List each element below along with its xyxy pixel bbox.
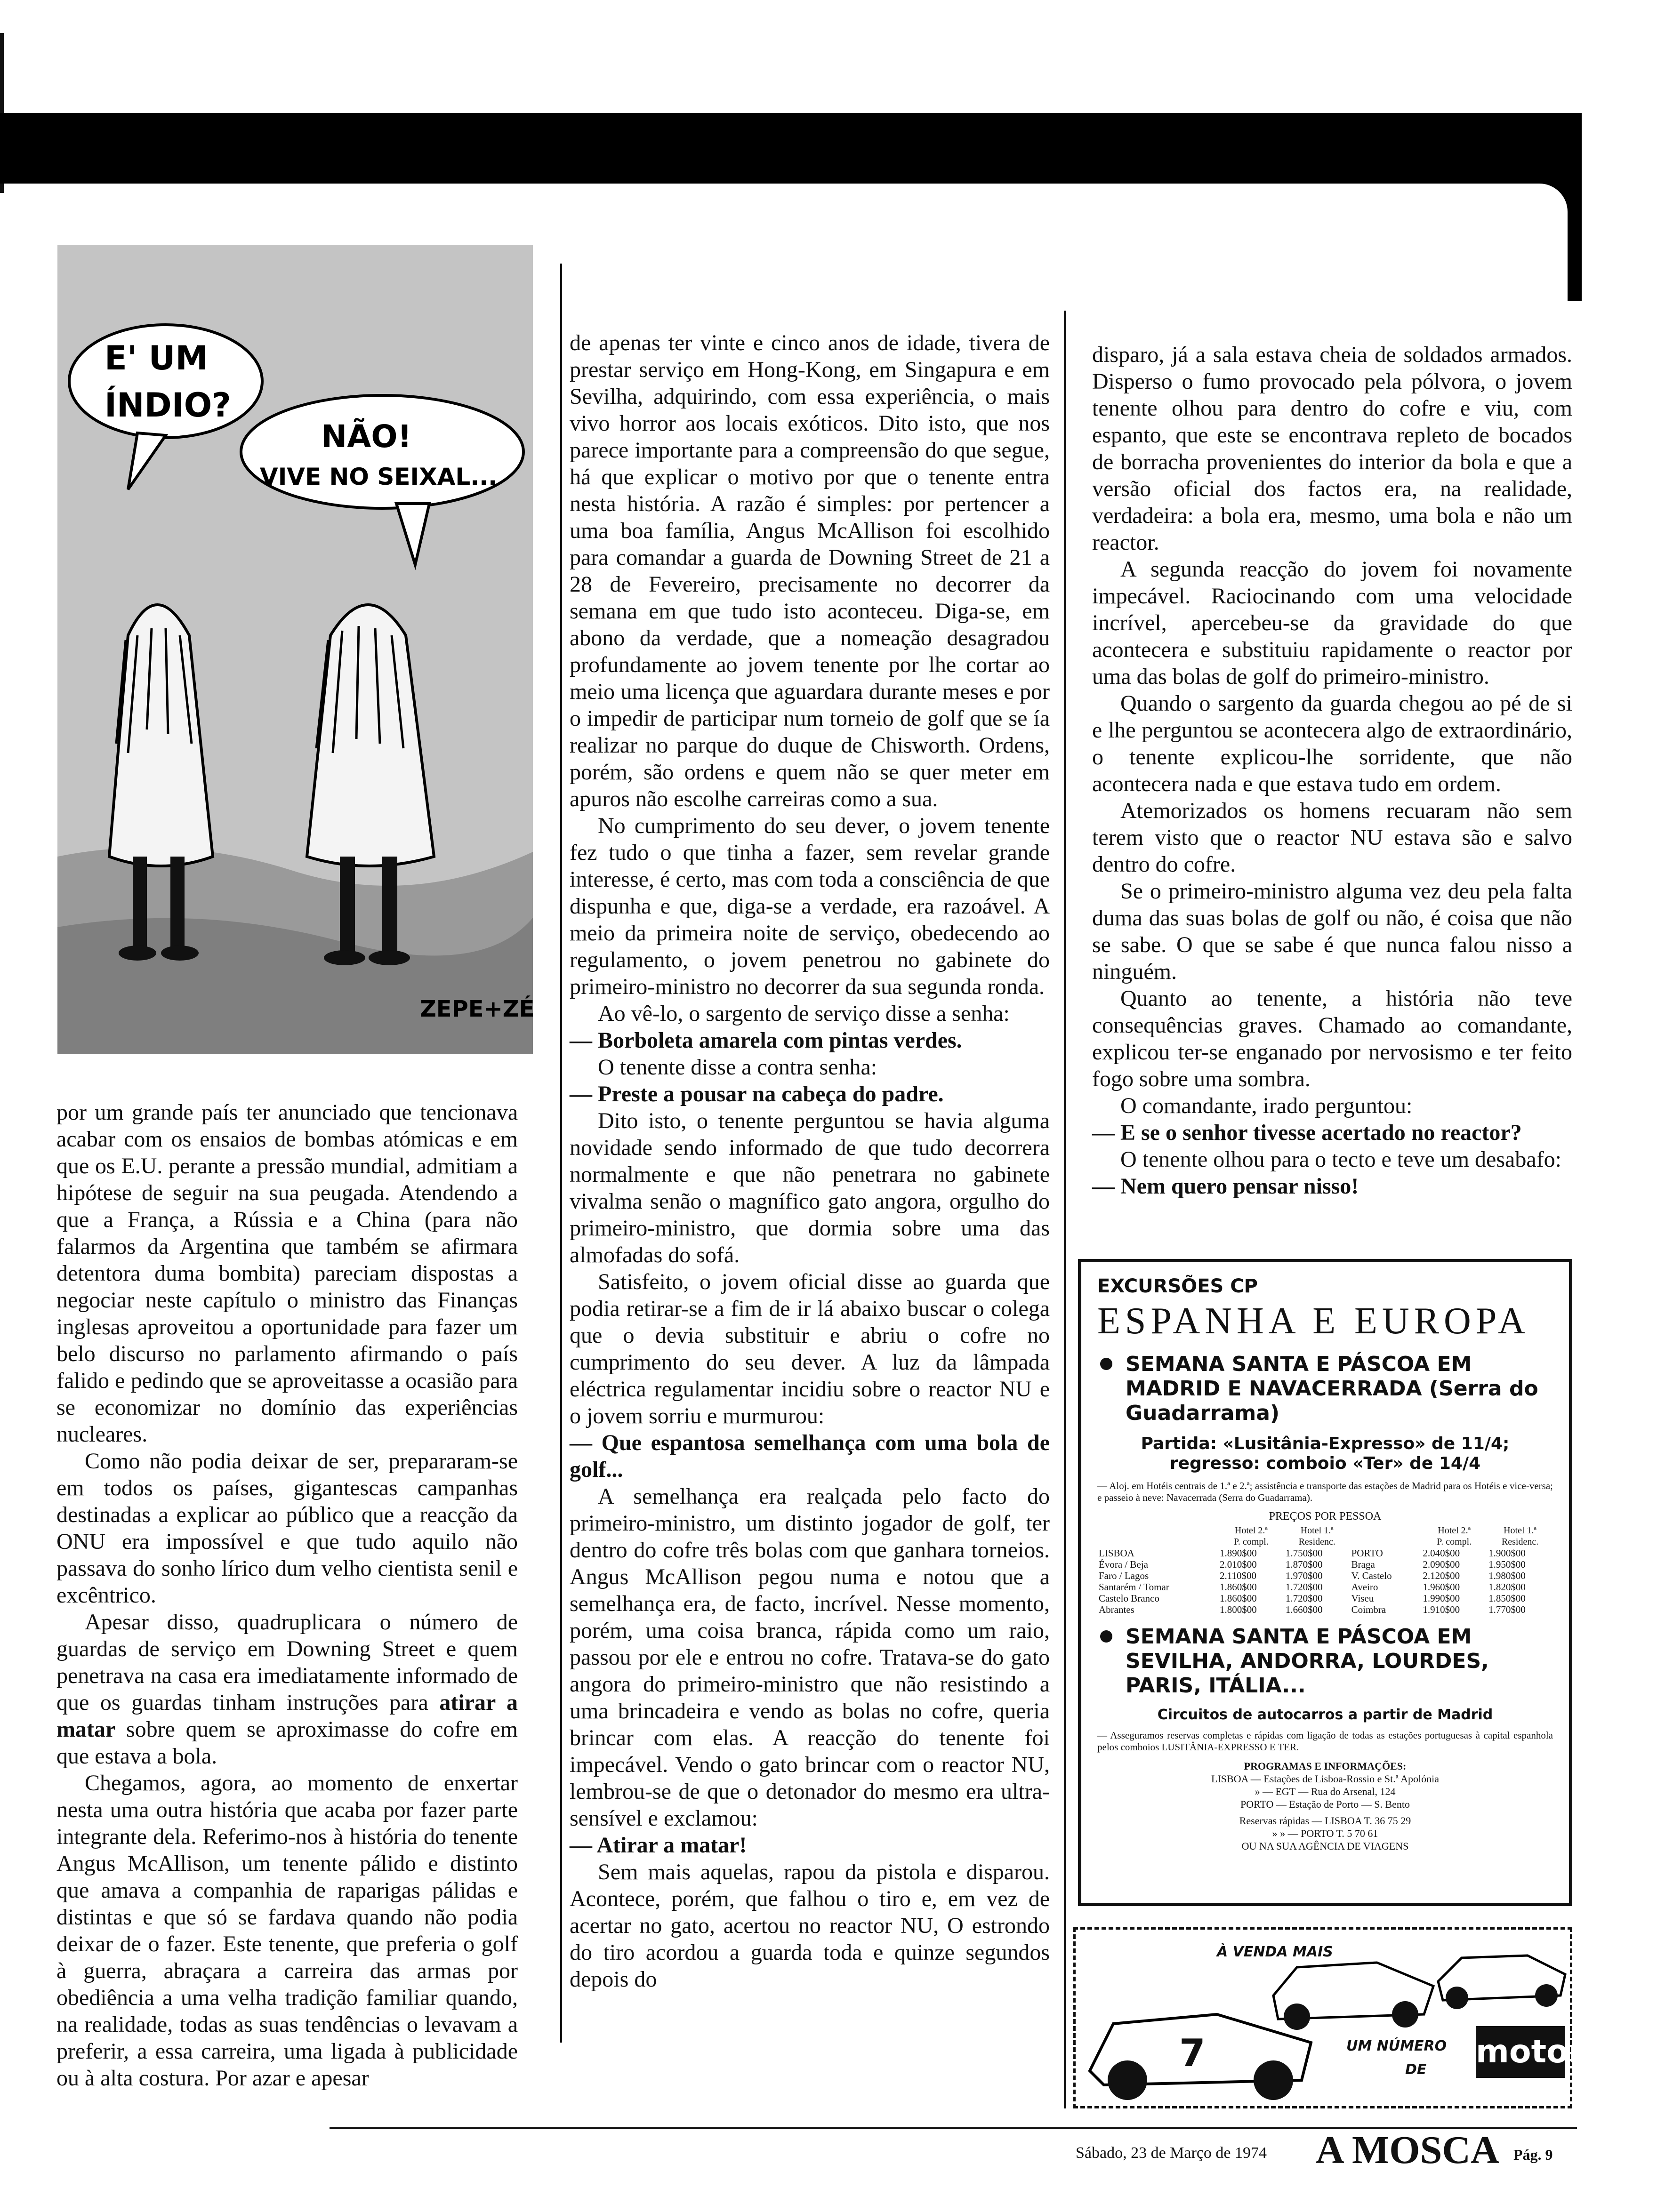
ad-offer-1: SEMANA SANTA E PÁSCOA EM MADRID E NAVACERRADA (Serra do Guadarrama) — [1097, 1352, 1553, 1426]
motor-magazine-ad — [1073, 1927, 1585, 2108]
issue-date: Sábado, 23 de Março de 1974 — [1076, 2144, 1267, 2162]
column-rule-1 — [560, 264, 562, 2043]
paragraph: disparo, já a sala estava cheia de soldados armados. Disperso o fumo provocado pela pólvora, o jovem tenente olhou para dentro do cofre e viu, com espanto, que este se encontrava repleto de bocados de borracha provenientes do interior da bola e que a versão oficial dos factos era, na realidade, verdadeira: a bola era, mesmo, uma bola e não um reactor. — [1092, 342, 1572, 555]
publication-title: A MOSCA — [1316, 2128, 1499, 2172]
motor-line-3: DE — [1405, 2061, 1427, 2078]
dialogue-line: — Nem quero pensar nisso! — [1092, 1174, 1359, 1199]
ad-kicker: EXCURSÕES CP — [1097, 1275, 1258, 1297]
bullet-icon — [1100, 1630, 1112, 1643]
prices-table: Hotel 2.ª Hotel 1.ª Hotel 2.ª Hotel 1.ª P. compl. Residenc. P. compl. Residenc. LISBOA 1.890$00 1.750$00 PORTO 2.040$00 1.900$00 Évora / Beja 2.010$00 1.870$00 Braga 2.090$00 1.950$00 Faro / Lagos 2.110$00 1.970$00 V. Castelo 2.120$00 1.980$00 Santarém / Tomar 1.860$00 1.720$00 Aveiro 1.960$00 1.820$00 Castelo Branco 1.860$00 1.720$00 Viseu 1.990$00 1.850$00 Abrantes 1.800$00 1.660$00 Coimbra 1.910$00 1.770$00 — [1097, 1525, 1553, 1615]
paragraph: No cumprimento do seu dever, o jovem tenente fez tudo o que tinha a fazer, sem revelar grande interesse, é certo, mas com toda a consciência de que dispunha e que, diga-se a verdade, era razoável. A meio da primeira noite de serviço, obedecendo ao regulamento, o jovem penetrou no gabinete do primeiro-ministro no decorrer da sua segunda ronda. — [570, 813, 1050, 999]
motor-line-1: À VENDA MAIS — [1217, 1944, 1333, 1960]
table-row: Abrantes 1.800$00 1.660$00 Coimbra 1.910$00 1.770$00 — [1099, 1604, 1526, 1615]
article-column-2 — [570, 329, 1050, 1993]
dialogue-line: — Que espantosa semelhança com uma bola de golf... — [570, 1430, 1050, 1482]
ad-offer-2: SEMANA SANTA E PÁSCOA EM SEVILHA, ANDORRA, LOURDES, PARIS, ITÁLIA... — [1097, 1625, 1553, 1698]
paragraph: Apesar disso, quadruplicara o número de guardas de serviço em Downing Street e quem penetrava na casa era imediatamente informado de que os guardas tinham instruções para atirar a matar sobre quem se aproximasse do cofre em que estava a bola. — [56, 1610, 518, 1769]
table-row: Santarém / Tomar 1.860$00 1.720$00 Aveiro 1.960$00 1.820$00 — [1099, 1581, 1526, 1593]
paragraph: Satisfeito, o jovem oficial disse ao guarda que podia retirar-se a fim de ir lá abaixo buscar o colega que o devia substituir e abriu o cofre no cumprimento do seu dever. A luz da lâmpada eléctrica regulamentar incidiu sobre o reactor NU e o jovem sorriu e murmurou: — [570, 1269, 1050, 1428]
paragraph: por um grande país ter anunciado que tencionava acabar com os ensaios de bombas atómicas e em que os E.U. perante a pressão mundial, admitiam a hipótese de seguir na sua peugada. Atendendo a que a França, a Rússia e a China (para não falarmos da Argentina que também se afirmara detentora duma bombita) pareciam dispostas a negociar neste capítulo o ministro das Finanças inglesas aproveitou a oportunidade para fazer um belo discurso no parlamento afirmando o país falido e pedindo que se aproveitasse a ocasião para se economizar no domínio das experiências nucleares. — [56, 1100, 518, 1447]
paragraph: Ao vê-lo, o sargento de serviço disse a senha: — [598, 1001, 1010, 1026]
paragraph: Dito isto, o tenente perguntou se havia alguma novidade sendo informado de que tudo decorrera normalmente e que não penetrara no gabinete vivalma senão o magnífico gato angora, orgulho do primeiro-ministro, que dormia sobre uma das almofadas do sofá. — [570, 1108, 1050, 1267]
cartoon-illustration — [57, 245, 533, 1054]
article-column-3 — [1092, 341, 1572, 1200]
cp-excursions-ad — [1078, 1259, 1572, 1906]
paragraph: Atemorizados os homens recuaram não sem terem visto que o reactor NU estava são e salvo dentro do cofre. — [1092, 798, 1572, 877]
header-band — [0, 113, 1582, 184]
paragraph: Quanto ao tenente, a história não teve consequências graves. Chamado ao comandante, explicou ter-se enganado por nervosismo e ter feito fogo sobre uma sombra. — [1092, 986, 1572, 1091]
dialogue-line: — Atirar a matar! — [570, 1833, 747, 1858]
paragraph: O comandante, irado perguntou: — [1120, 1093, 1413, 1118]
table-row: LISBOA 1.890$00 1.750$00 PORTO 2.040$00 1.900$00 — [1099, 1547, 1526, 1559]
dialogue-line: — Borboleta amarela com pintas verdes. — [570, 1028, 962, 1053]
bullet-icon — [1100, 1358, 1112, 1370]
paragraph: A segunda reacção do jovem foi novamente impecável. Raciocinando com uma velocidade incrível, apercebeu-se da gravidade do que acontecera e substituiu rapidamente o reactor por uma das bolas de golf do primeiro-ministro. — [1092, 557, 1572, 689]
paragraph: Se o primeiro-ministro alguma vez deu pela falta duma das suas bolas de golf ou não, é coisa que não se sabe. O que se sabe é que nunca falou nisso a ninguém. — [1092, 879, 1572, 984]
balloon-left-line1: E' UM — [105, 339, 209, 377]
ad-accommodation-note: — Aloj. em Hotéis centrais de 1.ª e 2.ª; assistência e transporte das estações de Madrid para os Hotéis e vice-versa; e passeio à neve: Navacerrada (Serra do Guadarrama). — [1097, 1480, 1553, 1503]
ad-circuits: Circuitos de autocarros a partir de Madrid — [1157, 1707, 1493, 1723]
race-car-icon — [1273, 1963, 1433, 2030]
ad-title: ESPANHA E EUROPA — [1097, 1300, 1530, 1342]
page-number: Pág. 9 — [1513, 2146, 1553, 2163]
dialogue-line: — Preste a pousar na cabeça do padre. — [570, 1082, 944, 1106]
race-car-icon — [1090, 2014, 1311, 2100]
balloon-right-line2: VIVE NO SEIXAL... — [260, 463, 498, 490]
paragraph: O tenente disse a contra senha: — [598, 1055, 877, 1080]
race-car-icon — [1438, 1956, 1565, 2009]
svg-text:7: 7 — [1179, 2031, 1206, 2075]
prices-title: PREÇOS POR PESSOA — [1269, 1510, 1382, 1523]
paragraph: Chegamos, agora, ao momento de enxertar nesta uma outra história que acaba por fazer parte integrante dela. Referimo-nos à história do tenente Angus McAllison, um tenente pálido e distinto que amava a companhia de raparigas pálidas e distintas e que só se fardava quando não podia deixar de o fazer. Este tenente, que preferia o golf à guerra, abraçara a carreira das armas por obediência a uma velha tradição familiar quando, na realidade, todas as suas tendências o levavam a preferir, a essa carreira, uma ligada à publicidade ou à alta costura. Por azar e apesar — [56, 1771, 518, 2091]
cartoon-signature: ZEPE+ZÉ — [420, 996, 535, 1022]
table-row: Castelo Branco 1.860$00 1.720$00 Viseu 1.990$00 1.850$00 — [1099, 1593, 1526, 1604]
paragraph: A semelhança era realçada pelo facto do primeiro-ministro, um distinto jogador de golf, ter dentro do cofre três bolas com que ganhara torneios. Angus McAllison pegou numa e notou que a semelhança era, de facto, incrível. Nesse momento, porém, uma coisa branca, rápida como um raio, passou por ele e entrou no cofre. Tratava-se do gato angora do primeiro-ministro que não resistindo a uma brincadeira e vendo as bolas no cofre, queria brincar com elas. A reacção do tenente foi impecável. Vendo o gato brincar com o reactor NU, lembrou-se de que o detonador do mesmo era ultra-sensível e exclamou: — [570, 1484, 1050, 1831]
ad-reservations-note: — Asseguramos reservas completas e rápidas com ligação de todas as estações portuguesas à capital espanhola pelos comboios LUSITÂNIA-EXPRESSO E TER. — [1097, 1730, 1553, 1753]
paragraph: de apenas ter vinte e cinco anos de idade, tivera de prestar serviço em Hong-Kong, em Singapura e em Sevilha, adquirindo, com essa experiência, o mais vivo horror aos locais exóticos. Dito isto, que nos parece importante para a compreensão do que segue, há que explicar o motivo por que o tenente entra nesta história. A razão é simples: por pertencer a uma boa família, Angus McAllison foi escolhido para comandar a guarda de Downing Street de 21 a 28 de Fevereiro, precisamente no decorrer da semana em que tudo isto aconteceu. Diga-se, em abono da verdade, que a nomeação desagradou profundamente ao jovem tenente por lhe cortar ao meio uma licença que aguardara durante meses e por o impedir de participar num torneio de golf que se ía realizar no parque do duque de Chisworth. Ordens, porém, são ordens e quem não se quer meter em apuros não escolhe carreiras como a sua. — [570, 330, 1050, 811]
ad-contacts: PROGRAMAS E INFORMAÇÕES: LISBOA — Estações de Lisboa-Rossio e St.ª Apolónia » — EGT — Rua do Arsenal, 124 PORTO — Estação de Porto — S. Bento Reservas rápidas — LISBOA T. 36 75 29 » » — PORTO T. 5 70 61 OU NA SUA AGÊNCIA DE VIAGENS — [1211, 1760, 1439, 1852]
article-column-1 — [56, 1099, 518, 2092]
ad-departure: Partida: «Lusitânia-Expresso» de 11/4; regresso: comboio «Ter» de 14/4 — [1141, 1434, 1510, 1473]
table-row: Faro / Lagos 2.110$00 1.970$00 V. Castelo 2.120$00 1.980$00 — [1099, 1570, 1526, 1581]
paragraph: Como não podia deixar de ser, prepararam-se em todos os países, gigantescas campanhas destinadas a explicar ao público que a reacção da ONU era impossível e que tudo aquilo não passava do sonho lírico dum velho cientista senil e excêntrico. — [56, 1449, 518, 1608]
balloon-right-line1: NÃO! — [321, 418, 412, 455]
motor-line-2: UM NÚMERO — [1346, 2038, 1447, 2054]
emphasis: atirar a matar — [56, 1690, 518, 1742]
cartoon-drawing — [57, 245, 533, 1054]
dialogue-line: — E se o senhor tivesse acertado no reactor? — [1092, 1120, 1522, 1145]
column-rule-2 — [1064, 311, 1066, 2108]
motor-logo: motor — [1476, 2026, 1565, 2078]
paragraph: O tenente olhou para o tecto e teve um desabafo: — [1120, 1147, 1561, 1172]
balloon-left-line2: ÍNDIO? — [105, 386, 231, 425]
table-row: Évora / Beja 2.010$00 1.870$00 Braga 2.090$00 1.950$00 — [1099, 1559, 1526, 1570]
paragraph: Quando o sargento da guarda chegou ao pé de si e lhe perguntou se acontecera algo de extraordinário, o tenente explicou-lhe sorridente, que não acontecera nada e que estava tudo em ordem. — [1092, 691, 1572, 796]
paragraph: Sem mais aquelas, rapou da pistola e disparou. Acontece, porém, que falhou o tiro e, em vez de acertar no gato, acertou no reactor NU, O estrondo do tiro acordou a guarda toda e quinze segundos depois do — [570, 1859, 1050, 1992]
